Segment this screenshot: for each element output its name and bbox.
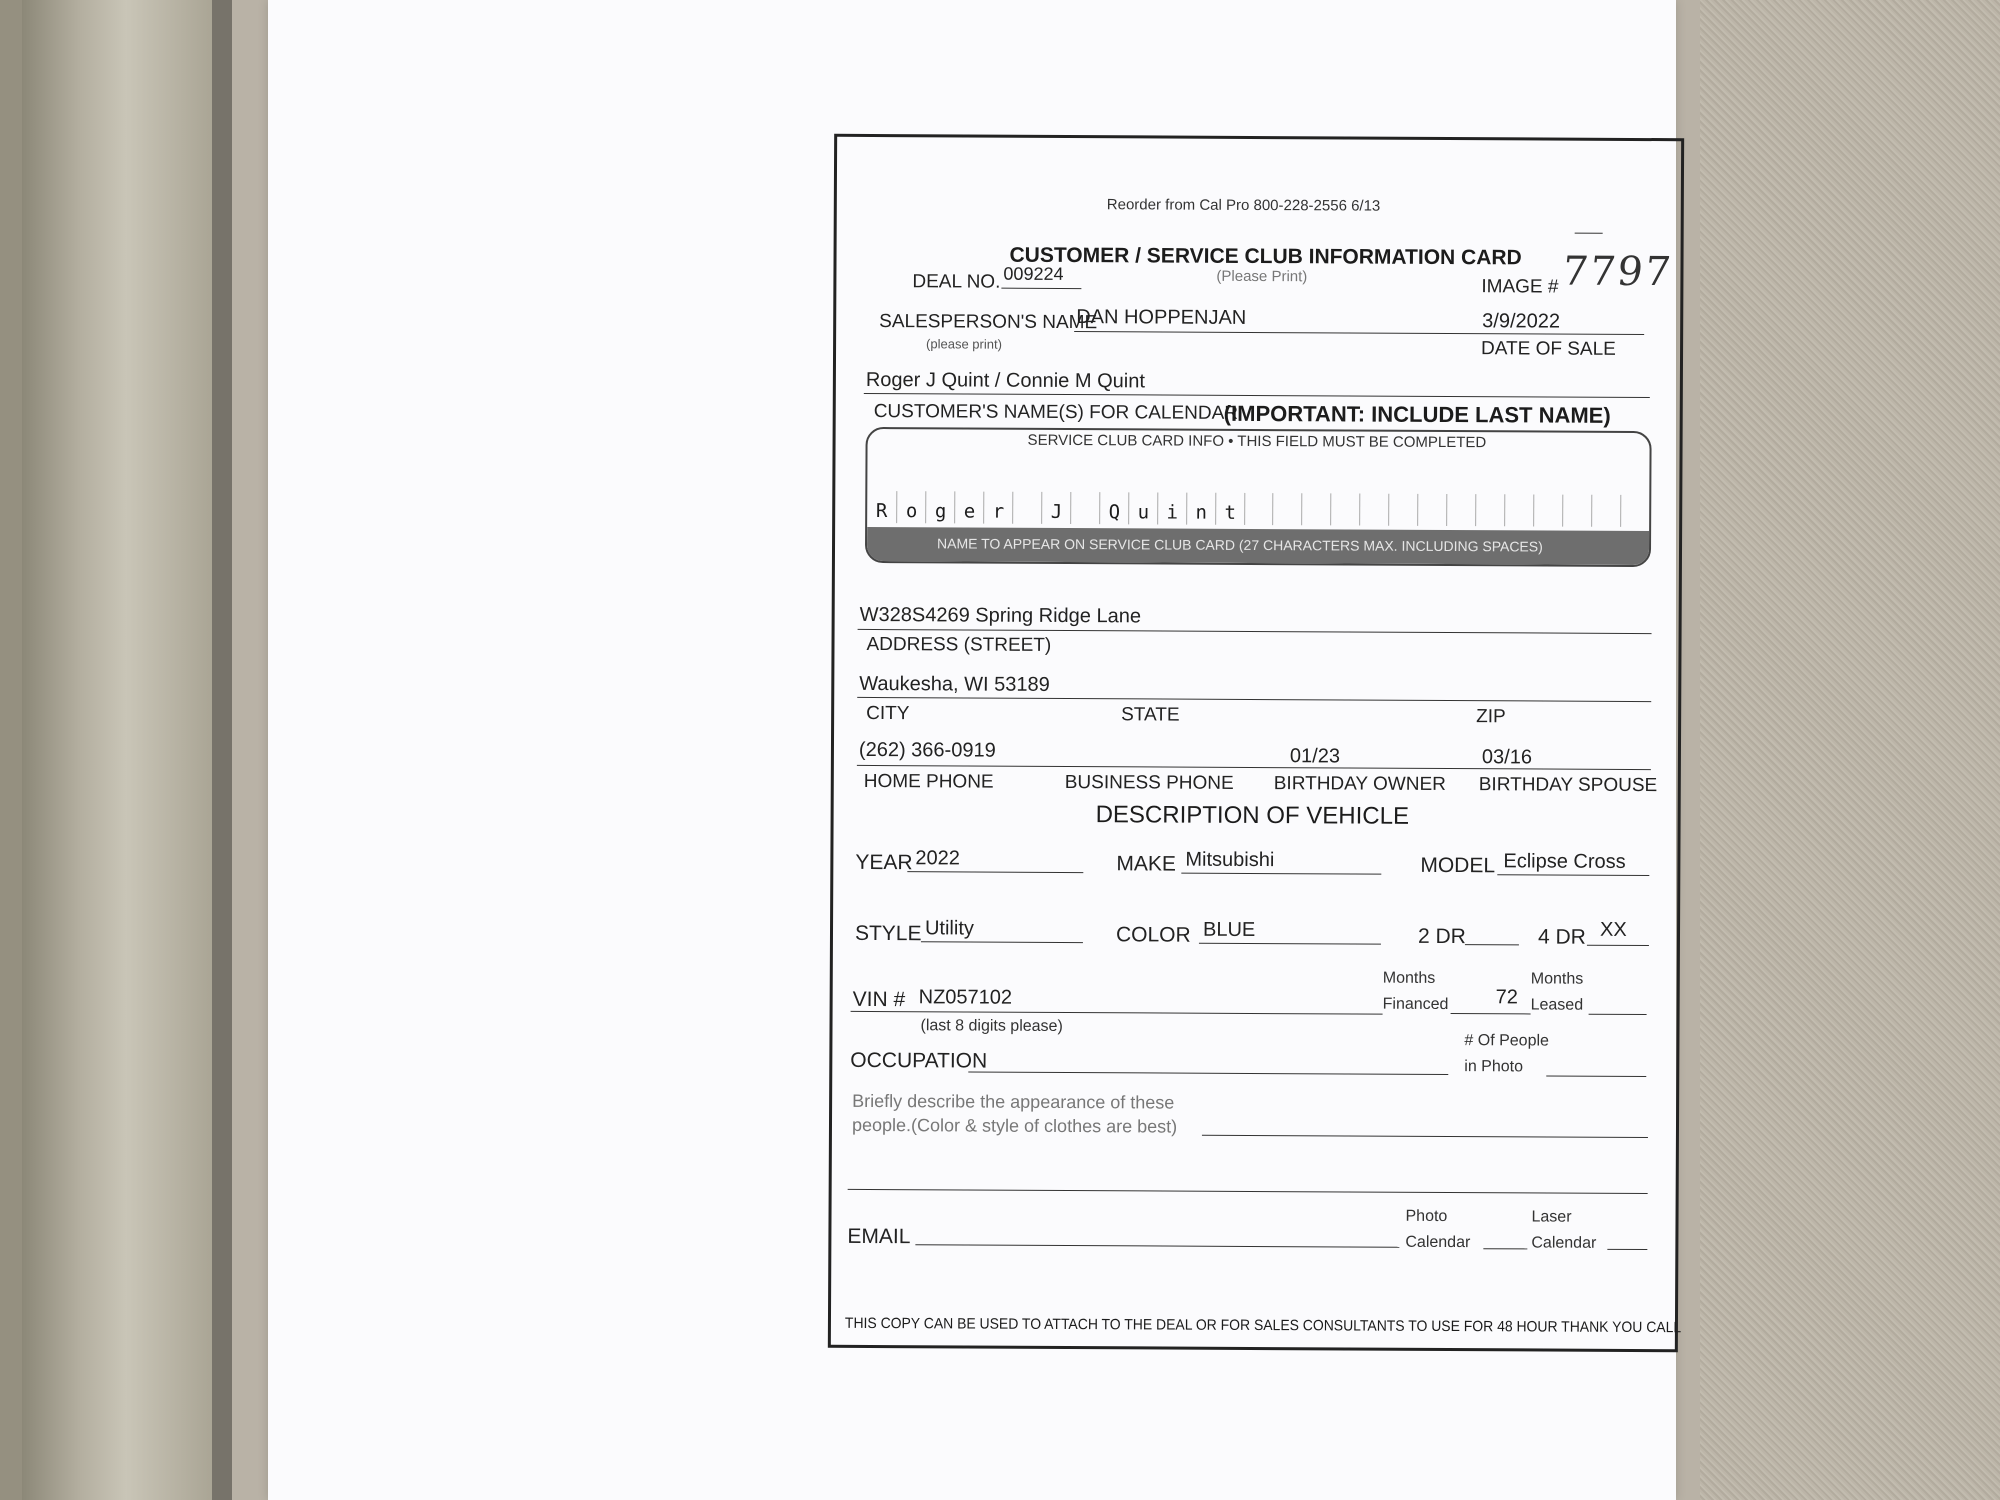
leased-line bbox=[1589, 1014, 1647, 1015]
service-card-char-cell: e bbox=[954, 491, 984, 523]
birthday-owner-label: BIRTHDAY OWNER bbox=[1273, 773, 1446, 795]
style-line bbox=[921, 941, 1083, 943]
vehicle-heading: DESCRIPTION OF VEHICLE bbox=[1095, 801, 1410, 830]
photo-calendar-label: Calendar bbox=[1405, 1233, 1471, 1252]
year-label: YEAR bbox=[855, 850, 913, 875]
city-value: Waukesha, WI 53189 bbox=[859, 672, 1050, 696]
describe-line-2: people.(Color & style of clothes are best) bbox=[851, 1114, 1178, 1137]
customer-name-value: Roger J Quint / Connie M Quint bbox=[865, 368, 1145, 393]
service-card-char-cell bbox=[1417, 494, 1447, 526]
model-line bbox=[1497, 874, 1649, 876]
card-footer-note: THIS COPY CAN BE USED TO ATTACH TO THE DEAL OR FOR SALES CONSULTANTS TO USE FOR 48 HOUR THANK YOU CALL bbox=[844, 1314, 1682, 1337]
service-card-char-cells bbox=[867, 491, 1649, 527]
reorder-note: Reorder from Cal Pro 800-228-2556 6/13 bbox=[1106, 196, 1381, 215]
customer-name-line bbox=[864, 393, 1650, 398]
email-label: EMAIL bbox=[847, 1224, 911, 1249]
four-door-value: XX bbox=[1599, 918, 1627, 941]
laser-calendar-line bbox=[1607, 1249, 1647, 1250]
date-of-sale-value: 3/9/2022 bbox=[1482, 310, 1561, 333]
salesperson-value: DAN HOPPENJAN bbox=[1076, 306, 1247, 329]
service-card-char-cell bbox=[1620, 495, 1650, 527]
vin-value: NZ057102 bbox=[918, 986, 1013, 1009]
service-card-title: SERVICE CLUB CARD INFO • THIS FIELD MUST BE COMPLETED bbox=[1027, 431, 1487, 452]
vin-sub: (last 8 digits please) bbox=[920, 1017, 1063, 1035]
service-card-char-cell: t bbox=[1215, 493, 1245, 525]
four-door-label: 4 DR bbox=[1537, 925, 1586, 949]
service-card-char-cell: Q bbox=[1099, 492, 1129, 524]
leased-label: Leased bbox=[1530, 996, 1584, 1014]
occupation-label: OCCUPATION bbox=[850, 1048, 988, 1073]
home-phone-value: (262) 366-0919 bbox=[858, 738, 996, 762]
service-card-char-cell bbox=[1446, 494, 1476, 526]
address-line bbox=[858, 629, 1652, 634]
important-note: (IMPORTANT: INCLUDE LAST NAME) bbox=[1223, 400, 1611, 428]
style-value: Utility bbox=[924, 917, 974, 940]
describe-line-1: Briefly describe the appearance of these bbox=[852, 1090, 1175, 1113]
year-value: 2022 bbox=[915, 847, 960, 870]
service-card-char-cell bbox=[1504, 494, 1534, 526]
card-title: CUSTOMER / SERVICE CLUB INFORMATION CARD bbox=[1009, 243, 1522, 270]
customer-name-label: CUSTOMER'S NAME(S) FOR CALENDAR bbox=[873, 400, 1239, 424]
image-no-handwritten: 7797 bbox=[1559, 248, 1675, 296]
service-card-char-cell bbox=[1012, 492, 1042, 524]
service-card-box bbox=[865, 427, 1652, 567]
service-card-char-cell bbox=[1533, 494, 1563, 526]
service-card-char-cell bbox=[1244, 493, 1274, 525]
months-financed-label-top: Months bbox=[1382, 969, 1436, 987]
describe-line-a bbox=[1202, 1135, 1648, 1138]
service-card-char-cell bbox=[1388, 494, 1418, 526]
date-of-sale-label: DATE OF SALE bbox=[1481, 338, 1616, 360]
service-card-char-cell: o bbox=[896, 491, 926, 523]
make-label: MAKE bbox=[1116, 852, 1176, 876]
laser-calendar-label: Calendar bbox=[1531, 1234, 1597, 1252]
service-card-char-cell: R bbox=[875, 500, 888, 523]
service-card-char-cell bbox=[1591, 495, 1621, 527]
city-label: CITY bbox=[866, 702, 910, 725]
birthday-spouse-value: 03/16 bbox=[1481, 746, 1533, 769]
window-frame bbox=[0, 0, 232, 1500]
deal-no-value: 009224 bbox=[1003, 263, 1064, 284]
color-line bbox=[1199, 943, 1381, 945]
service-card-char-cell: r bbox=[983, 492, 1013, 524]
year-line bbox=[907, 871, 1083, 873]
color-value: BLUE bbox=[1202, 918, 1256, 941]
birthday-spouse-label: BIRTHDAY SPOUSE bbox=[1478, 774, 1658, 797]
address-label: ADDRESS (STREET) bbox=[866, 633, 1052, 656]
vin-label: VIN # bbox=[852, 987, 906, 1012]
image-no-label: IMAGE # bbox=[1481, 276, 1559, 298]
birthday-owner-value: 01/23 bbox=[1289, 745, 1341, 768]
service-card-char-cell bbox=[1070, 492, 1100, 524]
two-door-label: 2 DR bbox=[1417, 924, 1466, 949]
financed-value: 72 bbox=[1495, 986, 1518, 1009]
two-door-line bbox=[1465, 944, 1519, 945]
window-frame-edge bbox=[212, 0, 232, 1500]
service-card-footer: NAME TO APPEAR ON SERVICE CLUB CARD (27 CHARACTERS MAX. INCLUDING SPACES) bbox=[936, 535, 1543, 555]
service-card-char-cell bbox=[1302, 493, 1332, 525]
style-label: STYLE bbox=[854, 921, 922, 946]
service-card-char-cell bbox=[1475, 494, 1505, 526]
salesperson-sub: (please print) bbox=[926, 336, 1002, 352]
people-in-photo-label-1: # Of People bbox=[1464, 1032, 1549, 1050]
city-line bbox=[857, 697, 1651, 702]
deal-no-label: DEAL NO. bbox=[912, 271, 1001, 293]
zip-label: ZIP bbox=[1476, 706, 1506, 728]
make-line bbox=[1181, 873, 1381, 875]
service-card-footer-bar bbox=[867, 527, 1649, 565]
window-frame-inner bbox=[22, 0, 212, 1500]
vin-line bbox=[851, 1011, 1383, 1015]
service-card-char-cell: g bbox=[925, 491, 955, 523]
describe-line-b bbox=[848, 1189, 1648, 1194]
model-label: MODEL bbox=[1420, 853, 1496, 878]
service-card-char-cell: n bbox=[1186, 493, 1216, 525]
financed-label: Financed bbox=[1382, 995, 1449, 1014]
service-card-char-cell: i bbox=[1157, 492, 1187, 524]
model-value: Eclipse Cross bbox=[1503, 850, 1626, 873]
photo-calendar-line bbox=[1483, 1248, 1527, 1249]
paper-sheet bbox=[268, 0, 1682, 1500]
service-card-char-cell bbox=[1273, 493, 1303, 525]
service-card-char-cell bbox=[1331, 493, 1361, 525]
laser-calendar-label-top: Laser bbox=[1531, 1208, 1572, 1226]
home-phone-label: HOME PHONE bbox=[863, 770, 994, 793]
title-dash bbox=[1575, 233, 1603, 234]
color-label: COLOR bbox=[1115, 923, 1191, 947]
email-line bbox=[915, 1244, 1399, 1248]
service-card-char-cell: u bbox=[1128, 492, 1158, 524]
people-in-photo-line bbox=[1546, 1076, 1646, 1078]
please-print-note: (Please Print) bbox=[1216, 267, 1308, 286]
salesperson-label: SALESPERSON'S NAME bbox=[879, 311, 1098, 334]
four-door-line bbox=[1587, 945, 1649, 946]
occupation-line bbox=[968, 1071, 1448, 1075]
service-card-char-cell: J bbox=[1041, 492, 1071, 524]
service-card-char-cell bbox=[1359, 494, 1389, 526]
deal-no-line bbox=[1001, 288, 1081, 289]
business-phone-label: BUSINESS PHONE bbox=[1064, 771, 1234, 794]
make-value: Mitsubishi bbox=[1185, 848, 1275, 872]
address-value: W328S4269 Spring Ridge Lane bbox=[859, 603, 1142, 628]
carpet-background bbox=[1700, 0, 2000, 1500]
photo-calendar-label-top: Photo bbox=[1405, 1207, 1448, 1226]
information-card bbox=[828, 134, 1684, 1352]
state-label: STATE bbox=[1121, 704, 1180, 726]
people-in-photo-label-2: in Photo bbox=[1464, 1058, 1524, 1076]
months-leased-label-top: Months bbox=[1530, 970, 1584, 988]
service-card-char-cell bbox=[1562, 495, 1592, 527]
financed-line bbox=[1451, 1013, 1531, 1014]
